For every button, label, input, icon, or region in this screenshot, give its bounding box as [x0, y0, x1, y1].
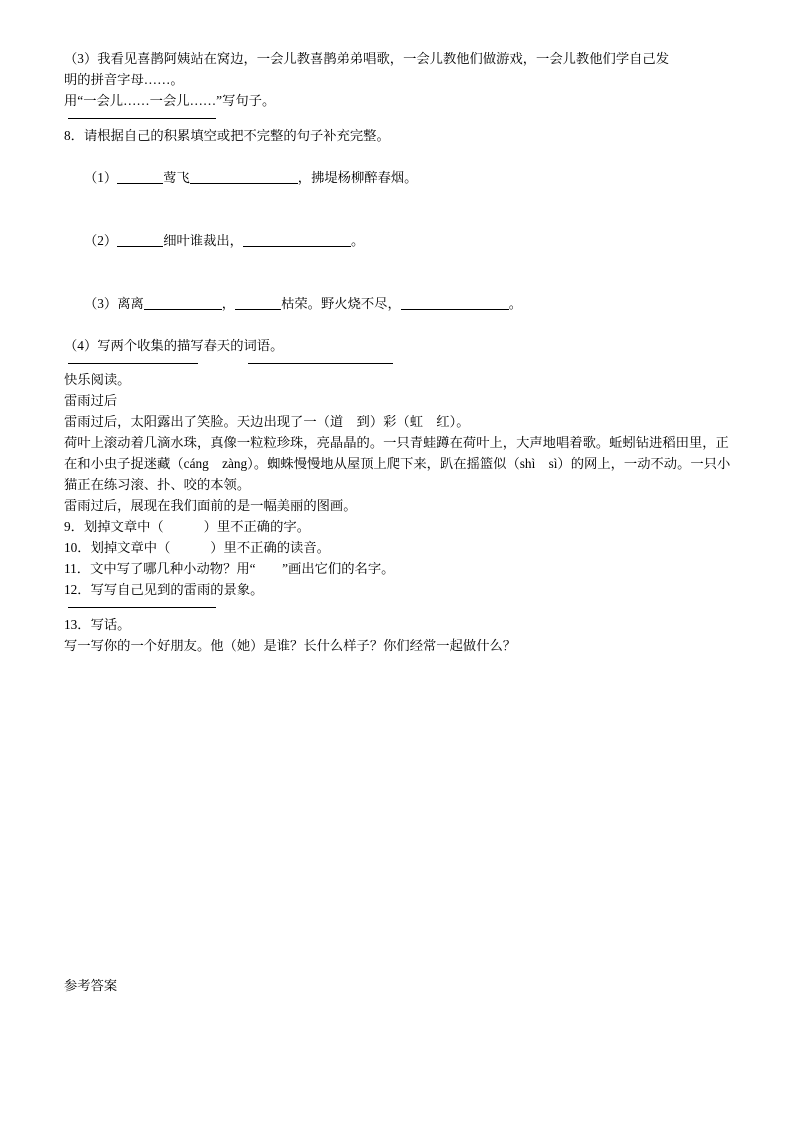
question-9: 9．划掉文章中（ ）里不正确的字。	[64, 519, 310, 534]
q8-3-prefix: （3）离离	[83, 296, 144, 311]
q8-3-end: 。	[508, 296, 523, 311]
paragraph-q7-line3: 用“一会儿……一会儿……”写句子。	[64, 93, 276, 108]
fill-blank	[401, 309, 509, 310]
question-8-item-3	[64, 272, 734, 335]
answers-heading: 参考答案	[64, 978, 118, 993]
question-12: 12．写写自己见到的雷雨的景象。	[64, 582, 264, 597]
fill-blank	[117, 183, 163, 184]
answer-rules-q8-4	[68, 363, 734, 364]
q8-1-end: ，拂堤杨柳醉春烟。	[297, 170, 418, 185]
paragraph-q7-line2: 明的拼音字母……。	[64, 72, 184, 87]
question-8-item-2	[64, 209, 734, 272]
question-8-item-1	[64, 146, 734, 209]
passage-paragraph-2: 荷叶上滚动着几滴水珠，真像一粒粒珍珠，亮晶晶的。一只青蛙蹲在荷叶上，大声地唱着歌。蚯蚓钻进稻田里，正在和小虫子捉迷藏（cáng zàng）。蜘蛛慢慢地从屋顶上爬下来，趴在摇篮似（shì sì）的网上，一动不动。一只小猫正在练习滚、扑、咬的本领。	[64, 435, 731, 492]
fill-blank	[144, 309, 222, 310]
answer-rule-b	[248, 363, 393, 364]
q8-2-prefix: （2）	[83, 233, 118, 248]
q8-3-sep: ，	[221, 296, 236, 311]
q8-2-end: 。	[350, 233, 365, 248]
question-8-title: 8．请根据自己的积累填空或把不完整的句子补充完整。	[64, 128, 390, 143]
question-10: 10．划掉文章中（ ）里不正确的读音。	[64, 540, 330, 555]
document-body	[64, 48, 734, 656]
q8-3-mid: 枯荣。野火烧不尽，	[281, 296, 401, 311]
fill-blank	[190, 183, 298, 184]
answer-rule-q12	[68, 607, 216, 608]
question-13-title: 13．写话。	[64, 617, 131, 632]
fill-blank	[243, 246, 351, 247]
passage-paragraph-1: 雷雨过后，太阳露出了笑脸。天边出现了一（道 到）彩（虹 红）。	[64, 414, 470, 429]
question-8-item-4: （4）写两个收集的描写春天的词语。	[64, 338, 284, 353]
paragraph-q7-line1: （3）我看见喜鹊阿姨站在窝边，一会儿教喜鹊弟弟唱歌，一会儿教他们做游戏，一会儿教他们学自己发	[64, 51, 670, 66]
q8-1-mid: 莺飞	[163, 170, 190, 185]
section-title-reading: 快乐阅读。	[64, 372, 131, 387]
q8-2-mid: 细叶谁裁出，	[163, 233, 243, 248]
q8-1-prefix: （1）	[83, 170, 118, 185]
answer-rule-a	[68, 363, 198, 364]
fill-blank	[235, 309, 281, 310]
passage-paragraph-3: 雷雨过后，展现在我们面前的是一幅美丽的图画。	[64, 498, 357, 513]
question-13-body: 写一写你的一个好朋友。他（她）是谁？长什么样子？你们经常一起做什么？	[64, 638, 517, 653]
fill-blank	[117, 246, 163, 247]
answer-rule-q7	[68, 118, 216, 119]
question-11: 11．文中写了哪几种小动物？用“ ”画出它们的名字。	[64, 561, 395, 576]
passage-title: 雷雨过后	[64, 393, 118, 408]
